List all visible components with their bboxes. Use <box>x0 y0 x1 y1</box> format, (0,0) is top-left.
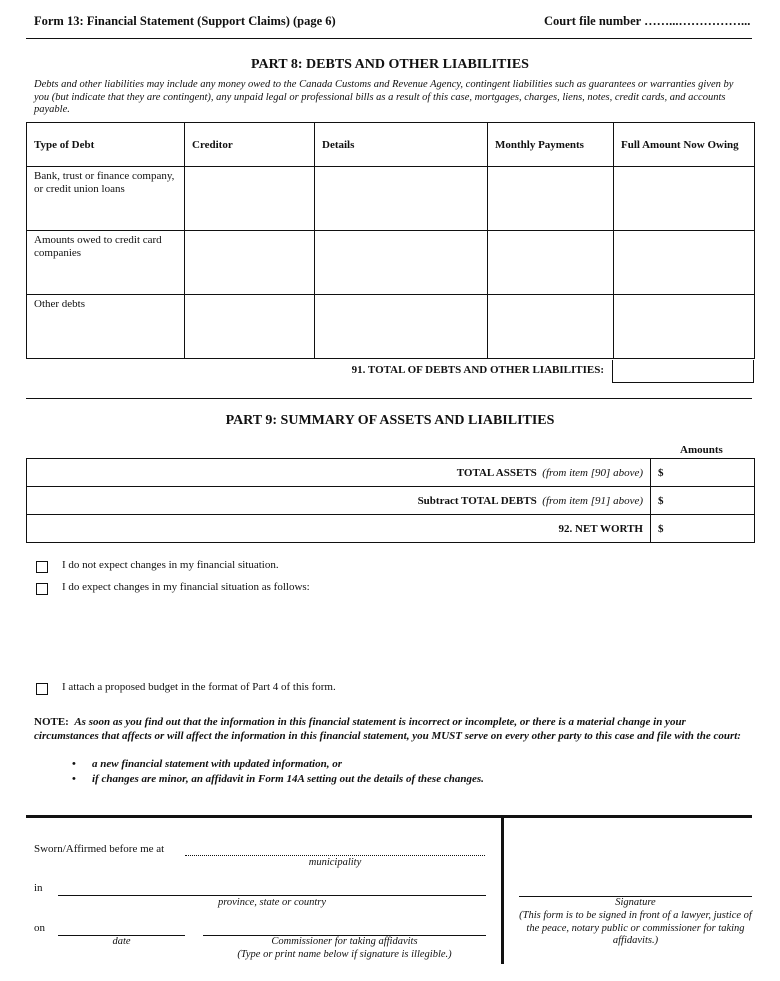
province-field[interactable] <box>58 895 486 896</box>
part8-title: PART 8: DEBTS AND OTHER LIABILITIES <box>251 57 529 72</box>
summary-label <box>27 459 651 487</box>
col-details: Details <box>315 123 488 167</box>
summary-label-text: 92. NET WORTH <box>558 522 643 535</box>
summary-ref: (from item [91] above) <box>542 494 643 507</box>
monthly-payments-cell[interactable] <box>488 167 614 231</box>
col-creditor: Creditor <box>185 123 315 167</box>
table-row <box>27 515 755 543</box>
debt-type-label: Bank, trust or finance company, or credit union loans <box>27 167 185 231</box>
part9-title: PART 9: SUMMARY OF ASSETS AND LIABILITIES <box>225 413 555 428</box>
creditor-cell[interactable] <box>185 231 315 295</box>
sworn-label: Sworn/Affirmed before me at <box>34 843 165 855</box>
no-changes-checkbox[interactable] <box>36 561 48 573</box>
note-bullet-text: a new financial statement with updated information, or <box>92 758 342 770</box>
note-bullet-text: if changes are minor, an affidavit in Form 14A setting out the details of these changes. <box>92 773 484 785</box>
summary-label-text: TOTAL ASSETS <box>456 466 537 479</box>
bullet-icon: • <box>72 758 76 770</box>
debts-header-row <box>27 123 755 167</box>
table-row <box>27 487 755 515</box>
table-row <box>27 459 755 487</box>
expect-changes-label: I do expect changes in my financial situation as follows: <box>62 581 310 593</box>
header-divider <box>26 38 752 39</box>
creditor-cell[interactable] <box>185 295 315 359</box>
details-cell[interactable] <box>315 295 488 359</box>
no-changes-label: I do not expect changes in my financial situation. <box>62 559 279 571</box>
attach-budget-label: I attach a proposed budget in the format of Part 4 of this form. <box>62 681 336 693</box>
monthly-payments-cell[interactable] <box>488 295 614 359</box>
table-row <box>27 231 755 295</box>
summary-table <box>26 458 755 543</box>
part8-intro: Debts and other liabilities may include any money owed to the Canada Customs and Revenue Agency, contingent liabilities such as guarantees or warranties given by you (but indicate that they are contingent), any unpaid legal or professional bills as a result of this case, mortgages, charges, liens, notes, credit cards, and accounts payable. <box>34 79 734 115</box>
details-cell[interactable] <box>315 167 488 231</box>
summary-label-text: Subtract TOTAL DEBTS <box>417 494 537 507</box>
net-worth-field[interactable]: $ <box>651 515 755 543</box>
expect-changes-checkbox[interactable] <box>36 583 48 595</box>
col-full-amount-owing: Full Amount Now Owing <box>614 123 755 167</box>
monthly-payments-cell[interactable] <box>488 231 614 295</box>
summary-label <box>27 487 651 515</box>
total-debts-field[interactable] <box>612 360 754 383</box>
summary-label <box>27 515 651 543</box>
table-row <box>27 295 755 359</box>
col-type-of-debt: Type of Debt <box>27 123 185 167</box>
summary-ref: (from item [90] above) <box>542 466 643 479</box>
signature-caption: Signature <box>615 897 656 908</box>
date-caption: date <box>112 936 131 947</box>
in-label: in <box>34 882 43 894</box>
table-row <box>27 167 755 231</box>
full-amount-cell[interactable] <box>614 231 755 295</box>
bullet-icon: • <box>72 773 76 785</box>
note-lead: NOTE: <box>34 716 69 728</box>
debt-type-label: Other debts <box>27 295 185 359</box>
creditor-cell[interactable] <box>185 167 315 231</box>
form-title: Form 13: Financial Statement (Support Claims) (page 6) <box>34 14 336 28</box>
note-paragraph <box>34 716 750 743</box>
footer-vertical-divider <box>501 816 504 964</box>
total-debts-label-row <box>26 360 612 384</box>
commissioner-caption: Commissioner for taking affidavits <box>271 936 418 947</box>
attach-budget-checkbox[interactable] <box>36 683 48 695</box>
signature-note: (This form is to be signed in front of a lawyer, justice of the peace, notary public or commissioner for taking affidavits.) <box>519 910 752 946</box>
debt-type-label: Amounts owed to credit card companies <box>27 231 185 295</box>
note-text: As soon as you find out that the information in this financial statement is incorrect or incomplete, or there is a material change in your circumstances that affects or will affect the information in this financial statement, you MUST serve on every other party to this case and file with the court: <box>34 716 741 742</box>
footer-divider <box>26 815 752 818</box>
on-label: on <box>34 922 45 934</box>
full-amount-cell[interactable] <box>614 167 755 231</box>
municipality-caption: municipality <box>308 857 362 868</box>
court-file-number-label: Court file number ……...……………... <box>544 14 751 28</box>
total-debts-label: 91. TOTAL OF DEBTS AND OTHER LIABILITIES: <box>351 364 604 376</box>
total-assets-field[interactable]: $ <box>651 459 755 487</box>
debts-table <box>26 122 755 359</box>
municipality-field[interactable] <box>185 855 485 856</box>
details-cell[interactable] <box>315 231 488 295</box>
province-caption: province, state or country <box>217 897 327 908</box>
amounts-header: Amounts <box>680 444 723 456</box>
total-debts-summary-field[interactable]: $ <box>651 487 755 515</box>
part-divider <box>26 398 752 399</box>
commissioner-note: (Type or print name below if signature is illegible.) <box>237 949 452 960</box>
col-monthly-payments: Monthly Payments <box>488 123 614 167</box>
full-amount-cell[interactable] <box>614 295 755 359</box>
